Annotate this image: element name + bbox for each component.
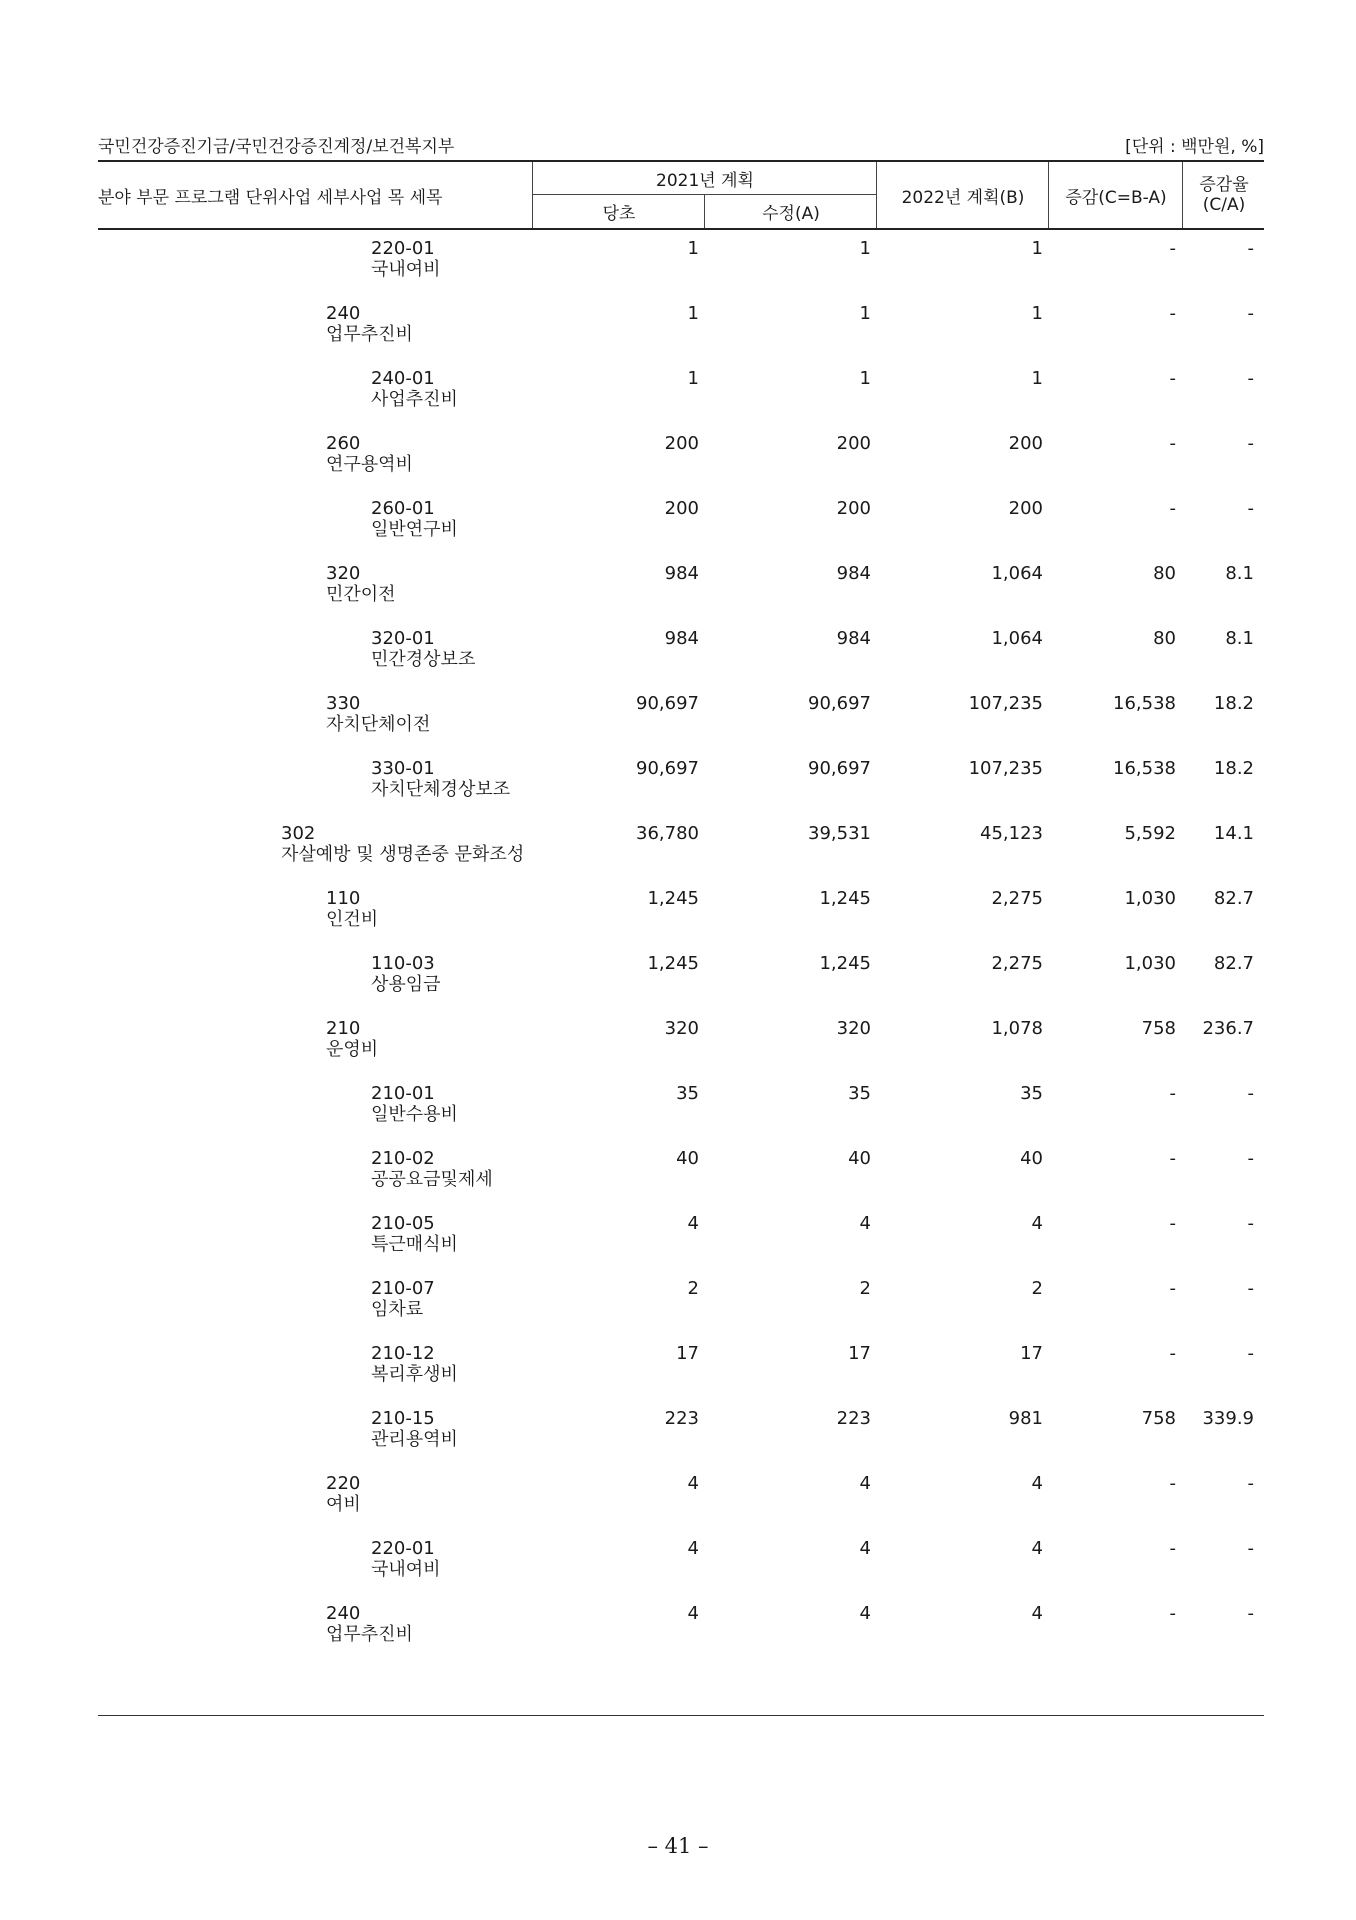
row-code: 320 [326, 563, 361, 584]
revised-budget-cell: 200 [836, 498, 871, 519]
plan-2022-header: 2022년 계획(B) [876, 162, 1049, 228]
rate-cell: - [1247, 303, 1254, 324]
original-budget-cell: 1,245 [647, 953, 699, 974]
table-row [98, 1146, 1264, 1211]
table-row [98, 1536, 1264, 1601]
row-label [371, 953, 441, 995]
original-budget-cell: 984 [664, 628, 699, 649]
row-name: 국내여비 [371, 259, 441, 280]
row-label [371, 238, 441, 280]
plan-2022-cell: 1,078 [991, 1018, 1043, 1039]
row-name: 여비 [326, 1494, 361, 1515]
plan-2022-cell: 981 [1008, 1408, 1043, 1429]
rate-cell: - [1247, 1473, 1254, 1494]
row-code: 210-15 [371, 1408, 435, 1429]
row-label [371, 1083, 458, 1125]
table-row [98, 886, 1264, 951]
plan-2022-cell: 1,064 [991, 563, 1043, 584]
revised-budget-cell: 2 [859, 1278, 871, 1299]
revised-budget-cell: 4 [859, 1213, 871, 1234]
rate-cell: 8.1 [1225, 563, 1254, 584]
original-budget-cell: 1,245 [647, 888, 699, 909]
row-name: 업무추진비 [326, 324, 413, 345]
rate-cell: 14.1 [1213, 823, 1254, 844]
unit-label: [단위 : 백만원, %] [1125, 137, 1264, 157]
revised-budget-cell: 90,697 [808, 693, 871, 714]
revised-budget-cell: 1,245 [819, 953, 871, 974]
plan-2022-cell: 107,235 [968, 693, 1043, 714]
row-name: 자살예방 및 생명존중 문화조성 [281, 844, 525, 865]
revised-budget-cell: 984 [836, 628, 871, 649]
table-row [98, 366, 1264, 431]
plan-2022-cell: 45,123 [980, 823, 1043, 844]
revised-budget-cell: 35 [848, 1083, 871, 1104]
row-code: 110 [326, 888, 361, 909]
plan-2022-cell: 200 [1008, 498, 1043, 519]
difference-cell: - [1169, 303, 1176, 324]
revised-budget-cell: 39,531 [808, 823, 871, 844]
revised-budget-cell: 200 [836, 433, 871, 454]
table-row [98, 1016, 1264, 1081]
plan-2022-cell: 2,275 [991, 953, 1043, 974]
row-label [281, 823, 524, 865]
rate-cell: 8.1 [1225, 628, 1254, 649]
plan-2022-cell: 1 [1031, 303, 1043, 324]
plan-2022-cell: 1 [1031, 368, 1043, 389]
row-name: 사업추진비 [371, 389, 458, 410]
difference-cell: - [1169, 1083, 1176, 1104]
rate-cell: 236.7 [1202, 1018, 1254, 1039]
row-code: 320-01 [371, 628, 435, 649]
table-row [98, 236, 1264, 301]
rate-header-line1: 증감율 [1199, 175, 1249, 195]
original-budget-cell: 17 [676, 1343, 699, 1364]
difference-cell: - [1169, 368, 1176, 389]
plan-2022-cell: 4 [1031, 1538, 1043, 1559]
table-row [98, 301, 1264, 366]
row-name: 자치단체경상보조 [371, 779, 511, 800]
row-code: 210-12 [371, 1343, 435, 1364]
plan-2022-cell: 4 [1031, 1603, 1043, 1624]
row-name: 공공요금및제세 [371, 1169, 493, 1190]
difference-cell: - [1169, 1148, 1176, 1169]
row-name: 국내여비 [371, 1559, 441, 1580]
row-code: 260 [326, 433, 361, 454]
row-label [326, 433, 413, 475]
table-row [98, 431, 1264, 496]
rate-cell: - [1247, 433, 1254, 454]
difference-cell: 758 [1141, 1018, 1176, 1039]
row-code: 240 [326, 1603, 361, 1624]
original-budget-cell: 40 [676, 1148, 699, 1169]
original-budget-cell: 2 [687, 1278, 699, 1299]
row-code: 210 [326, 1018, 361, 1039]
difference-cell: 5,592 [1124, 823, 1176, 844]
row-name: 임차료 [371, 1299, 424, 1320]
difference-cell: - [1169, 1213, 1176, 1234]
row-name: 민간경상보조 [371, 649, 476, 670]
table-row [98, 1601, 1264, 1666]
revised-budget-cell: 1,245 [819, 888, 871, 909]
rate-cell: 339.9 [1202, 1408, 1254, 1429]
rate-header-line2: (C/A) [1202, 195, 1246, 215]
rate-cell: - [1247, 1343, 1254, 1364]
row-code: 330-01 [371, 758, 435, 779]
row-code: 240-01 [371, 368, 435, 389]
row-label [371, 1408, 458, 1450]
row-label [371, 628, 475, 670]
difference-cell: 1,030 [1124, 953, 1176, 974]
row-code: 302 [281, 823, 316, 844]
page-header [98, 130, 1264, 156]
original-budget-cell: 200 [664, 498, 699, 519]
row-label [371, 1343, 458, 1385]
rate-cell: 18.2 [1213, 693, 1254, 714]
original-budget-cell: 1 [687, 303, 699, 324]
row-name: 상용임금 [371, 974, 441, 995]
plan-2022-cell: 2 [1031, 1278, 1043, 1299]
plan-2022-cell: 4 [1031, 1473, 1043, 1494]
difference-cell: 1,030 [1124, 888, 1176, 909]
row-code: 220 [326, 1473, 361, 1494]
table-row [98, 691, 1264, 756]
rate-cell: 82.7 [1213, 888, 1254, 909]
table-row [98, 1276, 1264, 1341]
row-name: 연구용역비 [326, 454, 413, 475]
revised-budget-cell: 984 [836, 563, 871, 584]
difference-cell: - [1169, 1603, 1176, 1624]
revised-budget-cell: 17 [848, 1343, 871, 1364]
plan-2022-cell: 40 [1020, 1148, 1043, 1169]
table-body [98, 236, 1264, 1666]
difference-cell: 80 [1153, 628, 1176, 649]
difference-cell: - [1169, 1473, 1176, 1494]
table-row [98, 951, 1264, 1016]
row-label [371, 1148, 493, 1190]
row-name: 자치단체이전 [326, 714, 431, 735]
original-budget-cell: 223 [664, 1408, 699, 1429]
revised-budget-cell: 4 [859, 1538, 871, 1559]
revised-budget-cell: 1 [859, 238, 871, 259]
rate-cell: - [1247, 1213, 1254, 1234]
row-code: 210-02 [371, 1148, 435, 1169]
original-budget-cell: 200 [664, 433, 699, 454]
difference-cell: 16,538 [1113, 758, 1176, 779]
plan-2022-cell: 1,064 [991, 628, 1043, 649]
original-budget-cell: 90,697 [636, 693, 699, 714]
row-name: 업무추진비 [326, 1624, 413, 1645]
revised-budget-header: 수정(A) [704, 195, 877, 228]
plan-2022-cell: 4 [1031, 1213, 1043, 1234]
row-code: 220-01 [371, 238, 435, 259]
page-number: – 41 – [647, 1834, 709, 1858]
label-column-header: 분야 부문 프로그램 단위사업 세부사업 목 세목 [98, 187, 443, 208]
difference-cell: - [1169, 238, 1176, 259]
row-name: 일반연구비 [371, 519, 458, 540]
table-header [98, 160, 1264, 230]
revised-budget-cell: 4 [859, 1473, 871, 1494]
revised-budget-cell: 1 [859, 303, 871, 324]
row-name: 일반수용비 [371, 1104, 458, 1125]
rate-cell: 82.7 [1213, 953, 1254, 974]
row-code: 210-01 [371, 1083, 435, 1104]
row-name: 운영비 [326, 1039, 379, 1060]
difference-cell: - [1169, 1343, 1176, 1364]
table-row [98, 821, 1264, 886]
plan-2022-cell: 200 [1008, 433, 1043, 454]
difference-cell: - [1169, 1538, 1176, 1559]
table-row [98, 1081, 1264, 1146]
rate-cell: - [1247, 368, 1254, 389]
row-code: 210-07 [371, 1278, 435, 1299]
difference-cell: - [1169, 433, 1176, 454]
original-budget-cell: 4 [687, 1603, 699, 1624]
table-row [98, 561, 1264, 626]
row-label [371, 368, 458, 410]
original-budget-cell: 320 [664, 1018, 699, 1039]
original-budget-cell: 4 [687, 1213, 699, 1234]
plan-2021-header: 2021년 계획 [532, 162, 877, 195]
row-label [371, 1538, 441, 1580]
row-label [326, 1018, 378, 1060]
row-label [371, 758, 510, 800]
original-budget-cell: 36,780 [636, 823, 699, 844]
rate-cell: - [1247, 1083, 1254, 1104]
rate-cell: - [1247, 1148, 1254, 1169]
rate-cell: - [1247, 1278, 1254, 1299]
row-name: 인건비 [326, 909, 379, 930]
revised-budget-cell: 40 [848, 1148, 871, 1169]
row-label [326, 563, 396, 605]
original-budget-cell: 35 [676, 1083, 699, 1104]
row-label [326, 1473, 361, 1515]
revised-budget-cell: 4 [859, 1603, 871, 1624]
original-budget-cell: 4 [687, 1538, 699, 1559]
row-name: 관리용역비 [371, 1429, 458, 1450]
table-row [98, 1406, 1264, 1471]
revised-budget-cell: 320 [836, 1018, 871, 1039]
row-label [371, 1213, 458, 1255]
row-name: 특근매식비 [371, 1234, 458, 1255]
organization-title: 국민건강증진기금/국민건강증진계정/보건복지부 [98, 137, 455, 157]
row-name: 복리후생비 [371, 1364, 458, 1385]
row-name: 민간이전 [326, 584, 396, 605]
original-budget-cell: 90,697 [636, 758, 699, 779]
table-row [98, 626, 1264, 691]
original-budget-header: 당초 [532, 195, 705, 228]
rate-cell: - [1247, 1603, 1254, 1624]
row-code: 210-05 [371, 1213, 435, 1234]
plan-2022-cell: 2,275 [991, 888, 1043, 909]
original-budget-cell: 1 [687, 368, 699, 389]
rate-cell: - [1247, 498, 1254, 519]
row-label [371, 1278, 435, 1320]
table-row [98, 1341, 1264, 1406]
row-code: 220-01 [371, 1538, 435, 1559]
table-row [98, 1471, 1264, 1536]
table-row [98, 756, 1264, 821]
difference-cell: - [1169, 498, 1176, 519]
plan-2022-cell: 17 [1020, 1343, 1043, 1364]
rate-header [1182, 162, 1265, 228]
plan-2022-cell: 35 [1020, 1083, 1043, 1104]
row-label [326, 303, 413, 345]
original-budget-cell: 4 [687, 1473, 699, 1494]
revised-budget-cell: 1 [859, 368, 871, 389]
difference-cell: 16,538 [1113, 693, 1176, 714]
difference-cell: 758 [1141, 1408, 1176, 1429]
rate-cell: 18.2 [1213, 758, 1254, 779]
plan-2022-cell: 107,235 [968, 758, 1043, 779]
original-budget-cell: 984 [664, 563, 699, 584]
rate-cell: - [1247, 1538, 1254, 1559]
difference-header: 증감(C=B-A) [1048, 162, 1183, 228]
plan-2022-cell: 1 [1031, 238, 1043, 259]
bottom-divider [98, 1715, 1264, 1716]
row-label [326, 693, 430, 735]
table-row [98, 496, 1264, 561]
difference-cell: 80 [1153, 563, 1176, 584]
row-code: 260-01 [371, 498, 435, 519]
row-code: 110-03 [371, 953, 435, 974]
rate-cell: - [1247, 238, 1254, 259]
table-row [98, 1211, 1264, 1276]
original-budget-cell: 1 [687, 238, 699, 259]
row-label [326, 1603, 413, 1645]
row-label [371, 498, 458, 540]
row-code: 240 [326, 303, 361, 324]
row-code: 330 [326, 693, 361, 714]
row-label [326, 888, 378, 930]
revised-budget-cell: 223 [836, 1408, 871, 1429]
revised-budget-cell: 90,697 [808, 758, 871, 779]
difference-cell: - [1169, 1278, 1176, 1299]
